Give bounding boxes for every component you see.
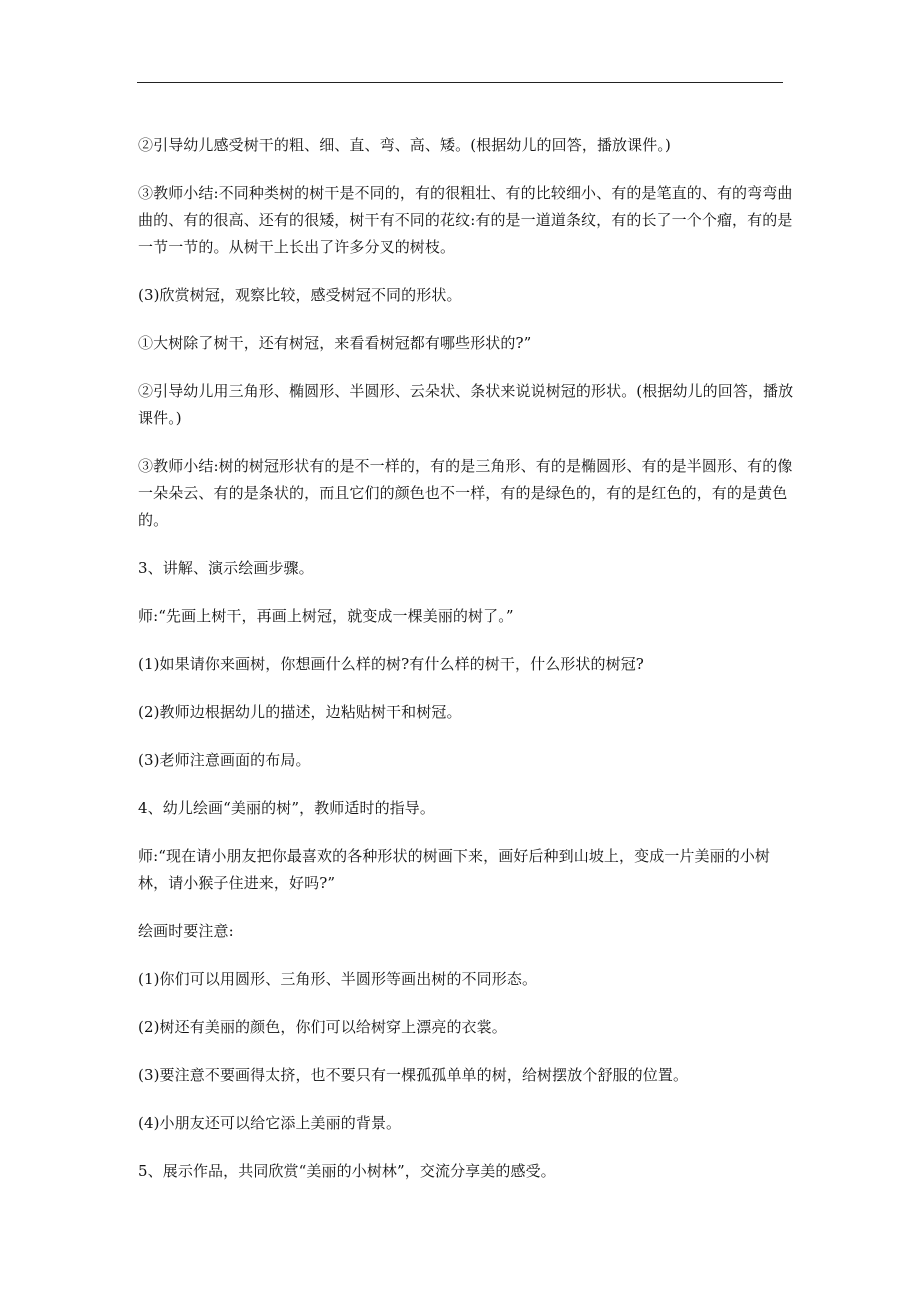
paragraph-step-5-heading: 5、展示作品，共同欣赏“美丽的小树林”，交流分享美的感受。 [138, 1162, 556, 1180]
paragraph-crown-question: ①大树除了树干，还有树冠，来看看树冠都有哪些形状的?” [138, 334, 532, 352]
paragraph-drawing-notes-heading: 绘画时要注意: [138, 922, 234, 940]
paragraph-note-2: (2)树还有美丽的颜色，你们可以给树穿上漂亮的衣裳。 [138, 1018, 507, 1036]
paragraph-note-4: (4)小朋友还可以给它添上美丽的背景。 [138, 1114, 402, 1132]
paragraph-step-3-heading: 3、讲解、演示绘画步骤。 [138, 559, 314, 577]
paragraph-note-3: (3)要注意不要画得太挤，也不要只有一棵孤孤单单的树，给树摆放个舒服的位置。 [138, 1066, 689, 1084]
paragraph-crown-guide: ②引导幼儿用三角形、椭圆形、半圆形、云朵状、条状来说说树冠的形状。(根据幼儿的回答，播放课件。) [138, 382, 794, 427]
paragraph-trunk-shapes: ②引导幼儿感受树干的粗、细、直、弯、高、矮。(根据幼儿的回答，播放课件。) [138, 136, 671, 154]
paragraph-teacher-intro: 师:“先画上树干，再画上树冠，就变成一棵美丽的树了。” [138, 607, 514, 625]
paragraph-crown-heading: (3)欣赏树冠，观察比较，感受树冠不同的形状。 [138, 286, 462, 304]
paragraph-question-1: (1)如果请你来画树，你想画什么样的树?有什么样的树干，什么形状的树冠? [138, 655, 644, 673]
paragraph-teacher-instruction: 师:“现在请小朋友把你最喜欢的各种形状的树画下来，画好后种到山坡上，变成一片美丽的小树林，请小猴子住进来，好吗?” [138, 847, 771, 892]
paragraph-crown-summary: ③教师小结:树的树冠形状有的是不一样的，有的是三角形、有的是椭圆形、有的是半圆形、有的像一朵朵云、有的是条状的，而且它们的颜色也不一样，有的是绿色的，有的是红色的，有的是黄色的。 [138, 457, 793, 529]
document-body [138, 132, 798, 1206]
paragraph-trunk-summary: ③教师小结:不同种类树的树干是不同的，有的很粗壮、有的比较细小、有的是笔直的、有的弯弯曲曲的、有的很高、还有的很矮，树干有不同的花纹:有的是一道道条纹，有的长了一个个瘤，有的是一节一节的。从树干上长出了许多分叉的树枝。 [138, 184, 793, 256]
header-rule [137, 82, 783, 83]
paragraph-teacher-paste: (2)教师边根据幼儿的描述，边粘贴树干和树冠。 [138, 703, 462, 721]
paragraph-layout-note: (3)老师注意画面的布局。 [138, 751, 311, 769]
paragraph-step-4-heading: 4、幼儿绘画“美丽的树”，教师适时的指导。 [138, 799, 435, 817]
paragraph-note-1: (1)你们可以用圆形、三角形、半圆形等画出树的不同形态。 [138, 970, 538, 988]
